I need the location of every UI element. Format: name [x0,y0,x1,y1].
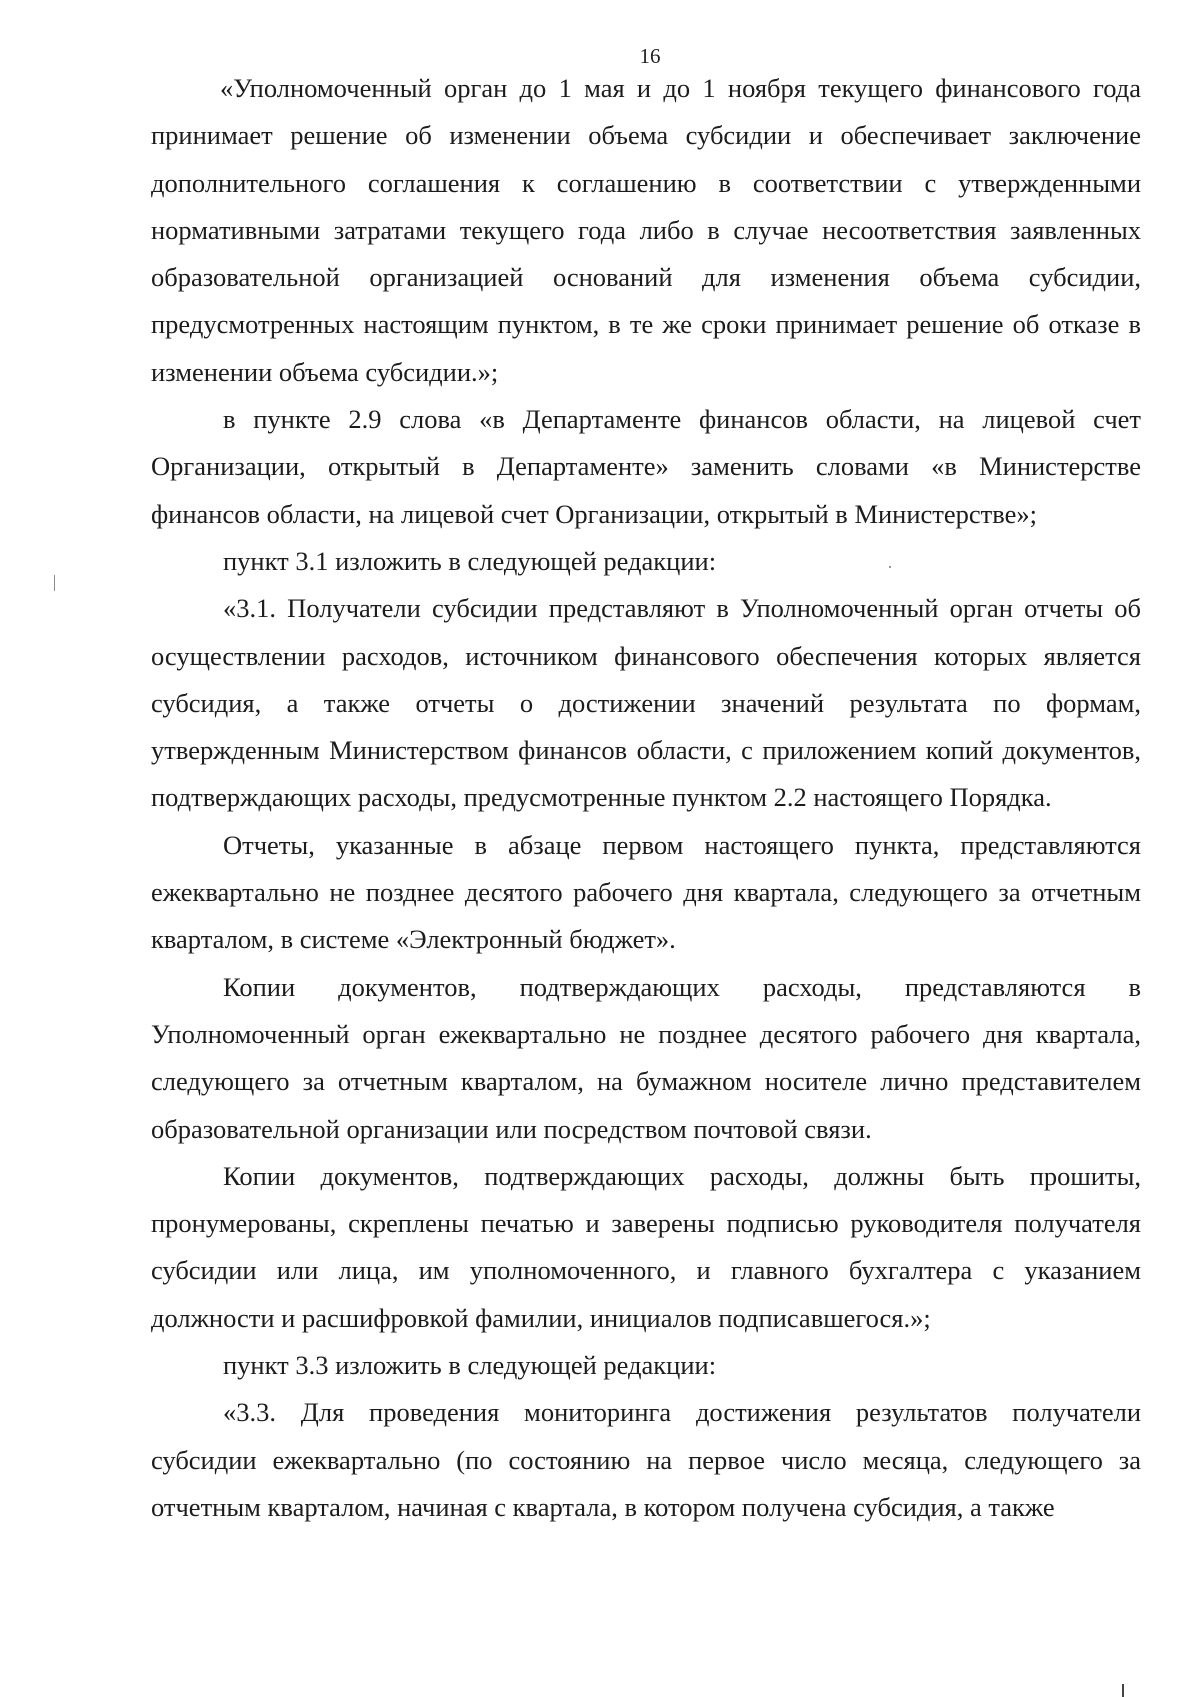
document-body [151,65,1141,1531]
scan-artifact-dot [889,566,891,568]
paragraph-5: Отчеты, указанные в абзаце первом настоящего пункта, представляются ежеквартально не позднее десятого рабочего дня квартала, следующего за отчетным кварталом, в системе «Электронный бюджет». [151,829,1141,955]
paragraph-8: пункт 3.3 изложить в следующей редакции: [223,1350,717,1381]
paragraph-1: «Уполномоченный орган до 1 мая и до 1 ноября текущего финансового года принимает решение об изменении объема субсидии и обеспечивает заключение дополнительного соглашения к соглашению в соответствии с утвержденными нормативными затратами текущего года либо в случае несоответствия заявленных образовательной организацией оснований для изменения объема субсидии, предусмотренных настоящим пунктом, в те же сроки принимает решение об отказе в изменении объема субсидии.»; [151,73,1141,387]
paragraph-4: «3.1. Получатели субсидии представляют в Уполномоченный орган отчеты об осуществлении расходов, источником финансового обеспечения которых является субсидия, а также отчеты о достижении значений результата по формам, утвержденным Министерством финансов области, с приложением копий документов, подтверждающих расходы, предусмотренные пунктом 2.2 настоящего Порядка. [151,593,1141,813]
scan-artifact-bottom [1122,1684,1124,1697]
page-number: 16 [639,44,661,68]
paragraph-7: Копии документов, подтверждающих расходы, должны быть прошиты, пронумерованы, скреплены печатью и заверены подписью руководителя получателя субсидии или лица, им уполномоченного, и главного бухгалтера с указанием должности и расшифровкой фамилии, инициалов подписавшегося.»; [151,1160,1141,1333]
scan-artifact-left [54,575,55,591]
paragraph-6: Копии документов, подтверждающих расходы, представляются в Уполномоченный орган ежеквартально не позднее десятого рабочего дня квартала, следующего за отчетным кварталом, на бумажном носителе лично представителем образовательной организации или посредством почтовой связи. [151,971,1141,1144]
paragraph-3: пункт 3.1 изложить в следующей редакции: [223,545,717,576]
paragraph-2: в пункте 2.9 слова «в Департаменте финансов области, на лицевой счет Организации, открытый в Департаменте» заменить словами «в Министерстве финансов области, на лицевой счет Организации, открытый в Министерстве»; [151,404,1141,529]
paragraph-9: «3.3. Для проведения мониторинга достижения результатов получатели субсидии ежеквартально (по состоянию на первое число месяца, следующего за отчетным кварталом, начиная с квартала, в котором получена субсидия, а также [151,1397,1141,1522]
